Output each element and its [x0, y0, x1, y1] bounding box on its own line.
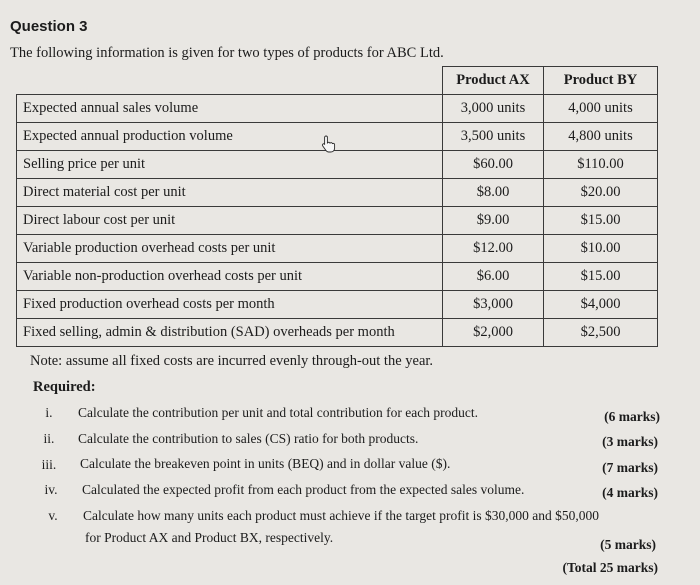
cell-ax: $12.00	[443, 235, 544, 263]
hand-pointer-icon	[321, 135, 337, 153]
cell-by: $10.00	[544, 235, 658, 263]
row-label: Expected annual sales volume	[17, 95, 443, 123]
row-label: Direct material cost per unit	[17, 179, 443, 207]
cell-by: $15.00	[544, 263, 658, 291]
row-label: Selling price per unit	[17, 151, 443, 179]
question-marks: (7 marks)	[602, 460, 658, 475]
question-number: ii.	[43, 431, 55, 446]
question-text-continued: for Product AX and Product BX, respectively.	[85, 530, 334, 545]
question-number: iv.	[44, 482, 58, 497]
question-text: Calculate the breakeven point in units (BEQ) and in dollar value ($).	[80, 456, 451, 471]
cell-ax: $3,000	[443, 291, 544, 319]
cell-ax: $9.00	[443, 207, 544, 235]
cell-by: $20.00	[544, 179, 658, 207]
cell-by: $15.00	[544, 207, 658, 235]
question-number: iii.	[41, 457, 57, 472]
cost-table	[16, 66, 658, 347]
table-corner	[17, 67, 443, 95]
question-text: Calculated the expected profit from each product from the expected sales volume.	[82, 482, 525, 497]
table-row	[17, 123, 658, 151]
table-row	[17, 179, 658, 207]
cell-ax: $6.00	[443, 263, 544, 291]
row-label: Expected annual production volume	[17, 123, 443, 151]
row-label: Fixed production overhead costs per month	[17, 291, 443, 319]
question-marks: (6 marks)	[604, 409, 660, 424]
cell-ax: $60.00	[443, 151, 544, 179]
cell-by: $110.00	[544, 151, 658, 179]
question-marks: (4 marks)	[602, 485, 658, 500]
question-text: Calculate the contribution per unit and total contribution for each product.	[78, 405, 479, 420]
cell-ax: 3,500 units	[443, 123, 544, 151]
table-row	[17, 319, 658, 347]
cell-ax: $8.00	[443, 179, 544, 207]
cell-ax: $2,000	[443, 319, 544, 347]
table-row	[17, 291, 658, 319]
table-row	[17, 207, 658, 235]
row-label: Variable non-production overhead costs per unit	[17, 263, 443, 291]
required-label: Required:	[33, 379, 96, 395]
intro-text: The following information is given for two types of products for ABC Ltd.	[10, 45, 444, 61]
question-marks: (3 marks)	[602, 434, 658, 449]
question-title: Question 3	[10, 18, 88, 35]
table-row	[17, 95, 658, 123]
cell-by: 4,000 units	[544, 95, 658, 123]
header-product-by: Product BY	[544, 67, 658, 95]
note-text: Note: assume all fixed costs are incurred evenly through-out the year.	[30, 353, 434, 369]
row-label: Fixed selling, admin & distribution (SAD) overheads per month	[17, 319, 443, 347]
question-number: i.	[45, 405, 53, 420]
cell-ax: 3,000 units	[443, 95, 544, 123]
total-marks: (Total 25 marks)	[562, 560, 658, 575]
table-row	[17, 235, 658, 263]
cell-by: 4,800 units	[544, 123, 658, 151]
question-text: Calculate the contribution to sales (CS) ratio for both products.	[78, 431, 419, 446]
question-text: Calculate how many units each product must achieve if the target profit is $30,000 and $50,000	[83, 508, 599, 523]
row-label: Direct labour cost per unit	[17, 207, 443, 235]
cell-by: $2,500	[544, 319, 658, 347]
table-row	[17, 151, 658, 179]
row-label: Variable production overhead costs per unit	[17, 235, 443, 263]
table-header-row	[17, 67, 658, 95]
question-marks: (5 marks)	[600, 537, 656, 552]
header-product-ax: Product AX	[443, 67, 544, 95]
table-row	[17, 263, 658, 291]
question-number: v.	[48, 508, 58, 523]
cell-by: $4,000	[544, 291, 658, 319]
